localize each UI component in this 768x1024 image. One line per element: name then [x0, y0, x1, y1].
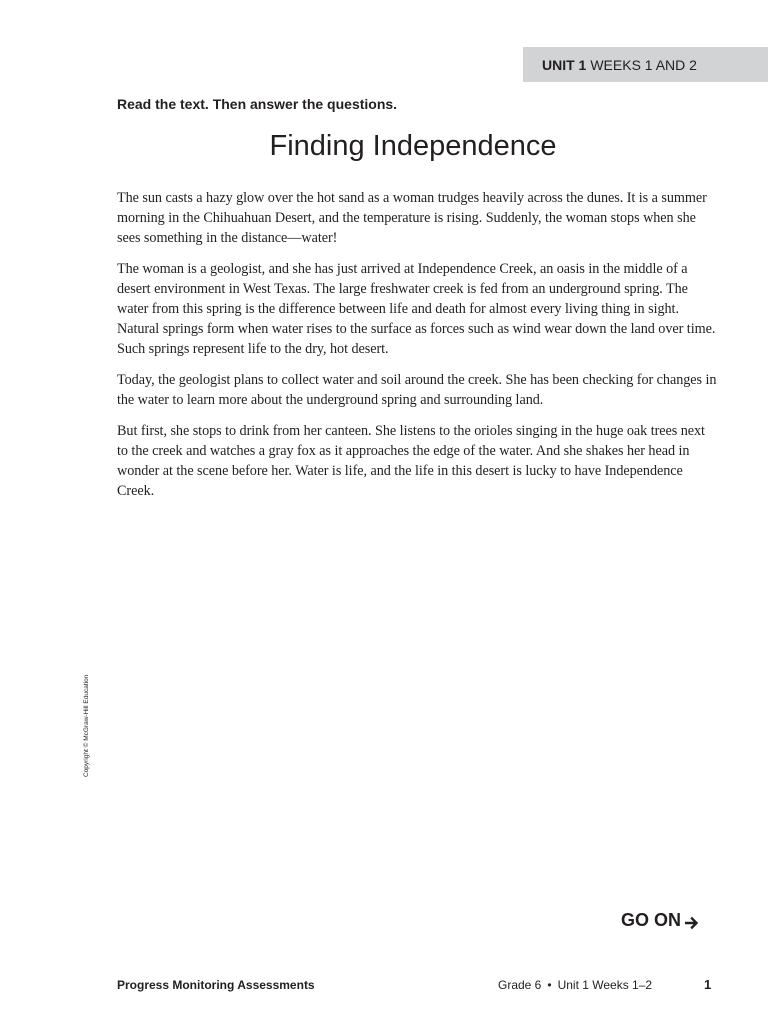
- paragraph-4: But first, she stops to drink from her canteen. She listens to the orioles singing in the huge oak trees next to the creek and watches a gray fox as it approaches the edge of the water. And she shakes her head in wonder at the scene before her. Water is life, and the life in this desert is lucky to have Independence Creek.: [117, 423, 705, 499]
- page-number: 1: [704, 977, 712, 992]
- footer-separator: •: [547, 978, 552, 992]
- weeks-label: WEEKS 1 AND 2: [590, 56, 697, 73]
- footer-info: [498, 978, 652, 992]
- footer-title: Progress Monitoring Assessments: [117, 978, 315, 992]
- unit-tab: [523, 47, 768, 82]
- footer-unit: Unit 1 Weeks 1–2: [557, 978, 653, 992]
- story-title: Finding Independence: [269, 130, 557, 162]
- go-on-label: GO ON: [621, 910, 682, 930]
- instructions: Read the text. Then answer the questions.: [117, 96, 398, 112]
- go-on-prompt: [621, 910, 699, 931]
- paragraph-1: The sun casts a hazy glow over the hot sand as a woman trudges heavily across the dunes. It is a summer morning in the Chihuahuan Desert, and the temperature is rising. Suddenly, the woman stops when she sees something in the distance—water!: [117, 190, 707, 246]
- story-body: [117, 188, 717, 512]
- arrow-right-icon: [685, 914, 699, 928]
- copyright-notice: Copyright © McGraw-Hill Education: [83, 674, 90, 777]
- unit-label: UNIT 1: [542, 56, 587, 73]
- footer-grade: Grade 6: [498, 978, 542, 992]
- paragraph-2: The woman is a geologist, and she has just arrived at Independence Creek, an oasis in the middle of a desert environment in West Texas. The large freshwater creek is fed from an underground spring. The water from this spring is the difference between life and death for almost every living thing in sight. Natural springs form when water rises to the surface as forces such as wind wear down the land over time. Such springs represent life to the dry, hot desert.: [117, 261, 716, 357]
- paragraph-3: Today, the geologist plans to collect water and soil around the creek. She has been checking for changes in the water to learn more about the underground spring and surrounding land.: [117, 372, 717, 408]
